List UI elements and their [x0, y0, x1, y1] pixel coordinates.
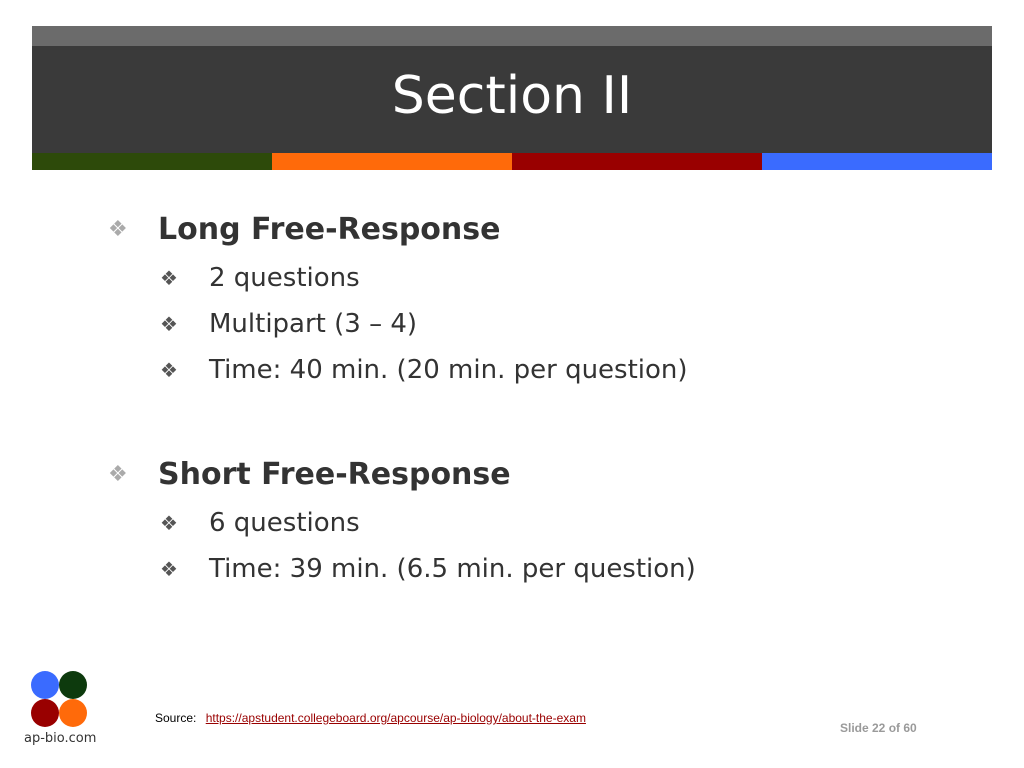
list-item-text: 6 questions — [209, 508, 360, 538]
logo-circle-red — [31, 699, 59, 727]
logo-circle-orange — [59, 699, 87, 727]
section-heading-text: Long Free-Response — [158, 212, 501, 247]
list-item — [160, 554, 696, 584]
accent-segment-blue — [762, 153, 992, 170]
list-item — [160, 263, 360, 293]
list-item — [160, 355, 688, 385]
slide-number: Slide 22 of 60 — [840, 721, 917, 735]
title-top-strip — [32, 26, 992, 46]
list-item-text: Time: 40 min. (20 min. per question) — [209, 355, 688, 385]
diamond-bullet-icon: ❖ — [160, 511, 178, 535]
list-item-text: Time: 39 min. (6.5 min. per question) — [209, 554, 696, 584]
diamond-bullet-icon: ❖ — [108, 462, 128, 487]
diamond-bullet-icon: ❖ — [160, 312, 178, 336]
section-heading-short — [108, 457, 511, 492]
logo-circle-green — [59, 671, 87, 699]
section-heading-text: Short Free-Response — [158, 457, 511, 492]
diamond-bullet-icon: ❖ — [160, 557, 178, 581]
list-item-text: Multipart (3 – 4) — [209, 309, 418, 339]
ap-bio-logo-icon — [30, 670, 88, 728]
logo-circle-blue — [31, 671, 59, 699]
logo-text: ap-bio.com — [24, 731, 97, 746]
source-link[interactable]: https://apstudent.collegeboard.org/apcourse/ap-biology/about-the-exam — [205, 711, 586, 725]
slide-title: Section II — [391, 66, 633, 126]
accent-segment-green — [32, 153, 272, 170]
diamond-bullet-icon: ❖ — [160, 358, 178, 382]
accent-segment-red — [512, 153, 762, 170]
list-item-text: 2 questions — [209, 263, 360, 293]
accent-segment-orange — [272, 153, 512, 170]
diamond-bullet-icon: ❖ — [160, 266, 178, 290]
source-citation — [155, 711, 586, 725]
section-heading-long — [108, 212, 500, 247]
list-item — [160, 508, 360, 538]
source-label: Source: — [155, 711, 197, 725]
diamond-bullet-icon: ❖ — [108, 217, 128, 242]
list-item — [160, 309, 417, 339]
color-accent-strip — [32, 153, 992, 170]
